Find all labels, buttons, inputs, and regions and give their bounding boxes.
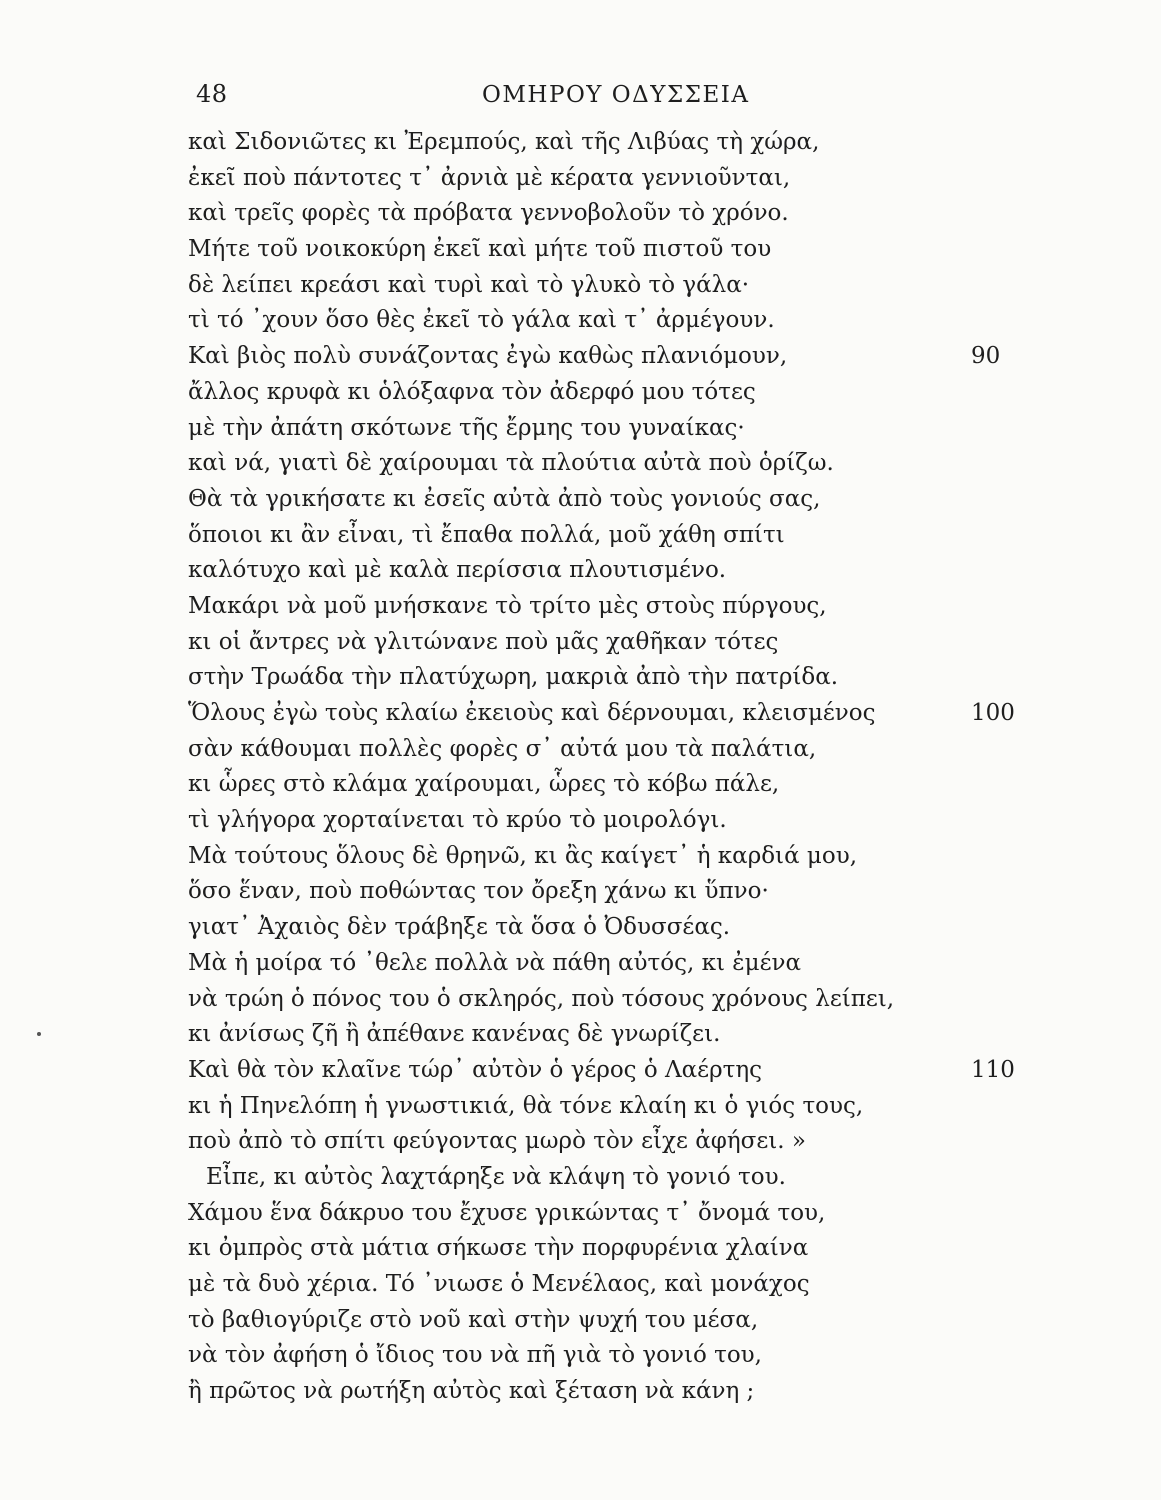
verse-text: καὶ τρεῖς φορὲς τὰ πρόβατα γεννοβολοῦν τὸ χρόνο. — [188, 200, 789, 227]
verse-text: Θὰ τὰ γρικήσατε κι ἐσεῖς αὐτὰ ἀπὸ τοὺς γονιούς σας, — [188, 485, 821, 512]
verse-text: ἐκεῖ ποὺ πάντοτες τ᾽ ἀρνιὰ μὲ κέρατα γεννιοῦνται, — [188, 164, 791, 191]
verse-text: καλότυχο καὶ μὲ καλὰ περίσσια πλουτισμένο. — [188, 557, 727, 584]
verse-text: μὲ τὰ δυὸ χέρια. Τό ᾽νιωσε ὁ Μενέλαος, καὶ μονάχος — [188, 1271, 810, 1297]
verse-line — [188, 1231, 1048, 1267]
verse-line — [188, 767, 1048, 803]
verse-line — [188, 161, 1048, 197]
line-number: 110 — [971, 1056, 1015, 1083]
verse-text: κι οἱ ἄντρες νὰ γλιτώνανε ποὺ μᾶς χαθῆκαν τότες — [188, 628, 779, 655]
verse-line — [188, 1089, 1048, 1125]
verse-text: κι ὀμπρὸς στὰ μάτια σήκωσε τὴν πορφυρένια χλαίνα — [188, 1235, 809, 1262]
verse-line — [188, 732, 1048, 768]
verse-text: σὰν κάθουμαι πολλὲς φορὲς σ᾽ αὐτά μου τὰ παλάτια, — [188, 735, 817, 762]
verse-line — [188, 1303, 1048, 1339]
verse-text: τὶ γλήγορα χορταίνεται τὸ κρύο τὸ μοιρολόγι. — [188, 807, 727, 834]
verse-line — [188, 518, 1048, 554]
verse-line — [188, 268, 1048, 304]
verse-text: Μακάρι νὰ μοῦ μνήσκανε τὸ τρίτο μὲς στοὺς πύργους, — [188, 592, 827, 619]
verse-text: Ὅλους ἐγὼ τοὺς κλαίω ἐκειοὺς καὶ δέρνουμαι, κλεισμένος — [188, 700, 876, 726]
verse-line — [188, 446, 1048, 482]
verse-text: ἢ πρῶτος νὰ ρωτήξη αὐτὸς καὶ ξέταση νὰ κάνη ; — [188, 1378, 755, 1405]
verse-line — [188, 1196, 1048, 1232]
page-number: 48 — [196, 80, 228, 108]
verse-text: Μὰ τούτους ὅλους δὲ θρηνῶ, κι ἂς καίγετ᾽ ἡ καρδιά μου, — [188, 842, 858, 869]
verse-line — [188, 1017, 1048, 1053]
verse-line — [188, 1053, 1048, 1089]
verse-text: νὰ τρώη ὁ πόνος του ὁ σκληρός, ποὺ τόσους χρόνους λείπει, — [188, 985, 895, 1012]
verse-text: ἄλλος κρυφὰ κι ὁλόξαφνα τὸν ἀδερφό μου τότες — [188, 378, 756, 405]
verse-text: ὅποιοι κι ἂν εἶναι, τὶ ἔπαθα πολλά, μοῦ χάθη σπίτι — [188, 521, 785, 548]
verse-line — [188, 553, 1048, 589]
verse-line — [188, 803, 1048, 839]
verse-text: τὶ τό ᾽χουν ὅσο θὲς ἐκεῖ τὸ γάλα καὶ τ᾽ ἀρμέγουν. — [188, 307, 775, 334]
line-number: 90 — [971, 343, 1001, 370]
verse-line — [188, 375, 1048, 411]
verse-text: ὅσο ἕναν, ποὺ ποθώντας τον ὄρεξη χάνω κι ὕπνο· — [188, 878, 769, 905]
verse-text: Εἶπε, κι αὐτὸς λαχτάρηξε νὰ κλάψη τὸ γονιό του. — [206, 1163, 786, 1190]
verse-line — [188, 874, 1048, 910]
verse-line — [188, 339, 1048, 375]
line-number: 100 — [971, 700, 1015, 726]
verse-line — [188, 625, 1048, 661]
page-header — [0, 80, 1161, 116]
verse-text: Χάμου ἕνα δάκρυο του ἔχυσε γρικώντας τ᾽ ὄνομά του, — [188, 1199, 826, 1226]
verse-line — [188, 660, 1048, 696]
verse-line — [188, 589, 1048, 625]
verse-text: τὸ βαθιογύριζε στὸ νοῦ καὶ στὴν ψυχή του μέσα, — [188, 1306, 759, 1333]
verse-line — [188, 1160, 1048, 1196]
verse-text: Μήτε τοῦ νοικοκύρη ἐκεῖ καὶ μήτε τοῦ πιστοῦ του — [188, 236, 772, 263]
verse-line — [188, 910, 1048, 946]
verse-line — [188, 982, 1048, 1018]
verse-text: μὲ τὴν ἀπάτη σκότωνε τῆς ἔρμης του γυναίκας· — [188, 414, 745, 441]
running-title: ΟΜΗΡΟΥ ΟΔΥΣΣΕΙΑ — [482, 82, 750, 108]
verse-text: γιατ᾽ Ἀχαιὸς δὲν τράβηξε τὰ ὅσα ὁ Ὀδυσσέας. — [188, 914, 731, 941]
verse-line — [188, 696, 1048, 732]
verse-line — [188, 303, 1048, 339]
verse-text: κι ἡ Πηνελόπη ἡ γνωστικιά, θὰ τόνε κλαίη κι ὁ γιός τους, — [188, 1092, 864, 1119]
verse-text: στὴν Τρωάδα τὴν πλατύχωρη, μακριὰ ἀπὸ τὴν πατρίδα. — [188, 664, 839, 691]
verse-line — [188, 196, 1048, 232]
verse-text: Καὶ θὰ τὸν κλαῖνε τώρ᾽ αὐτὸν ὁ γέρος ὁ Λαέρτης — [188, 1056, 763, 1083]
verse-text: νὰ τὸν ἀφήση ὁ ἴδιος του νὰ πῆ γιὰ τὸ γονιό του, — [188, 1342, 762, 1369]
verse-line — [188, 946, 1048, 982]
verse-line — [188, 482, 1048, 518]
verse-line — [188, 125, 1048, 161]
verse-list — [188, 125, 1048, 1410]
verse-line — [188, 1267, 1048, 1303]
verse-line — [188, 1374, 1048, 1410]
verse-text: καὶ νά, γιατὶ δὲ χαίρουμαι τὰ πλούτια αὐτὰ ποὺ ὁρίζω. — [188, 450, 834, 477]
verse-line — [188, 839, 1048, 875]
verse-text: Καὶ βιὸς πολὺ συνάζοντας ἐγὼ καθὼς πλανιόμουν, — [188, 343, 788, 370]
verse-text: δὲ λείπει κρεάσι καὶ τυρὶ καὶ τὸ γλυκὸ τὸ γάλα· — [188, 271, 750, 298]
verse-line — [188, 232, 1048, 268]
verse-line — [188, 1124, 1048, 1160]
verse-line — [188, 411, 1048, 447]
verse-line — [188, 1338, 1048, 1374]
verse-text: ποὺ ἀπὸ τὸ σπίτι φεύγοντας μωρὸ τὸν εἶχε ἀφήσει. » — [188, 1128, 806, 1155]
verse-text: κι ὧρες στὸ κλάμα χαίρουμαι, ὧρες τὸ κόβω πάλε, — [188, 771, 780, 798]
verse-text: κι ἀνίσως ζῆ ἢ ἀπέθανε κανένας δὲ γνωρίζει. — [188, 1021, 721, 1048]
verse-text: Μὰ ἡ μοίρα τό ᾽θελε πολλὰ νὰ πάθη αὐτός, κι ἐμένα — [188, 949, 801, 976]
page-speck — [37, 1032, 41, 1036]
verse-text: καὶ Σιδονιῶτες κι Ἐρεμπούς, καὶ τῆς Λιβύας τὴ χώρα, — [188, 129, 820, 155]
